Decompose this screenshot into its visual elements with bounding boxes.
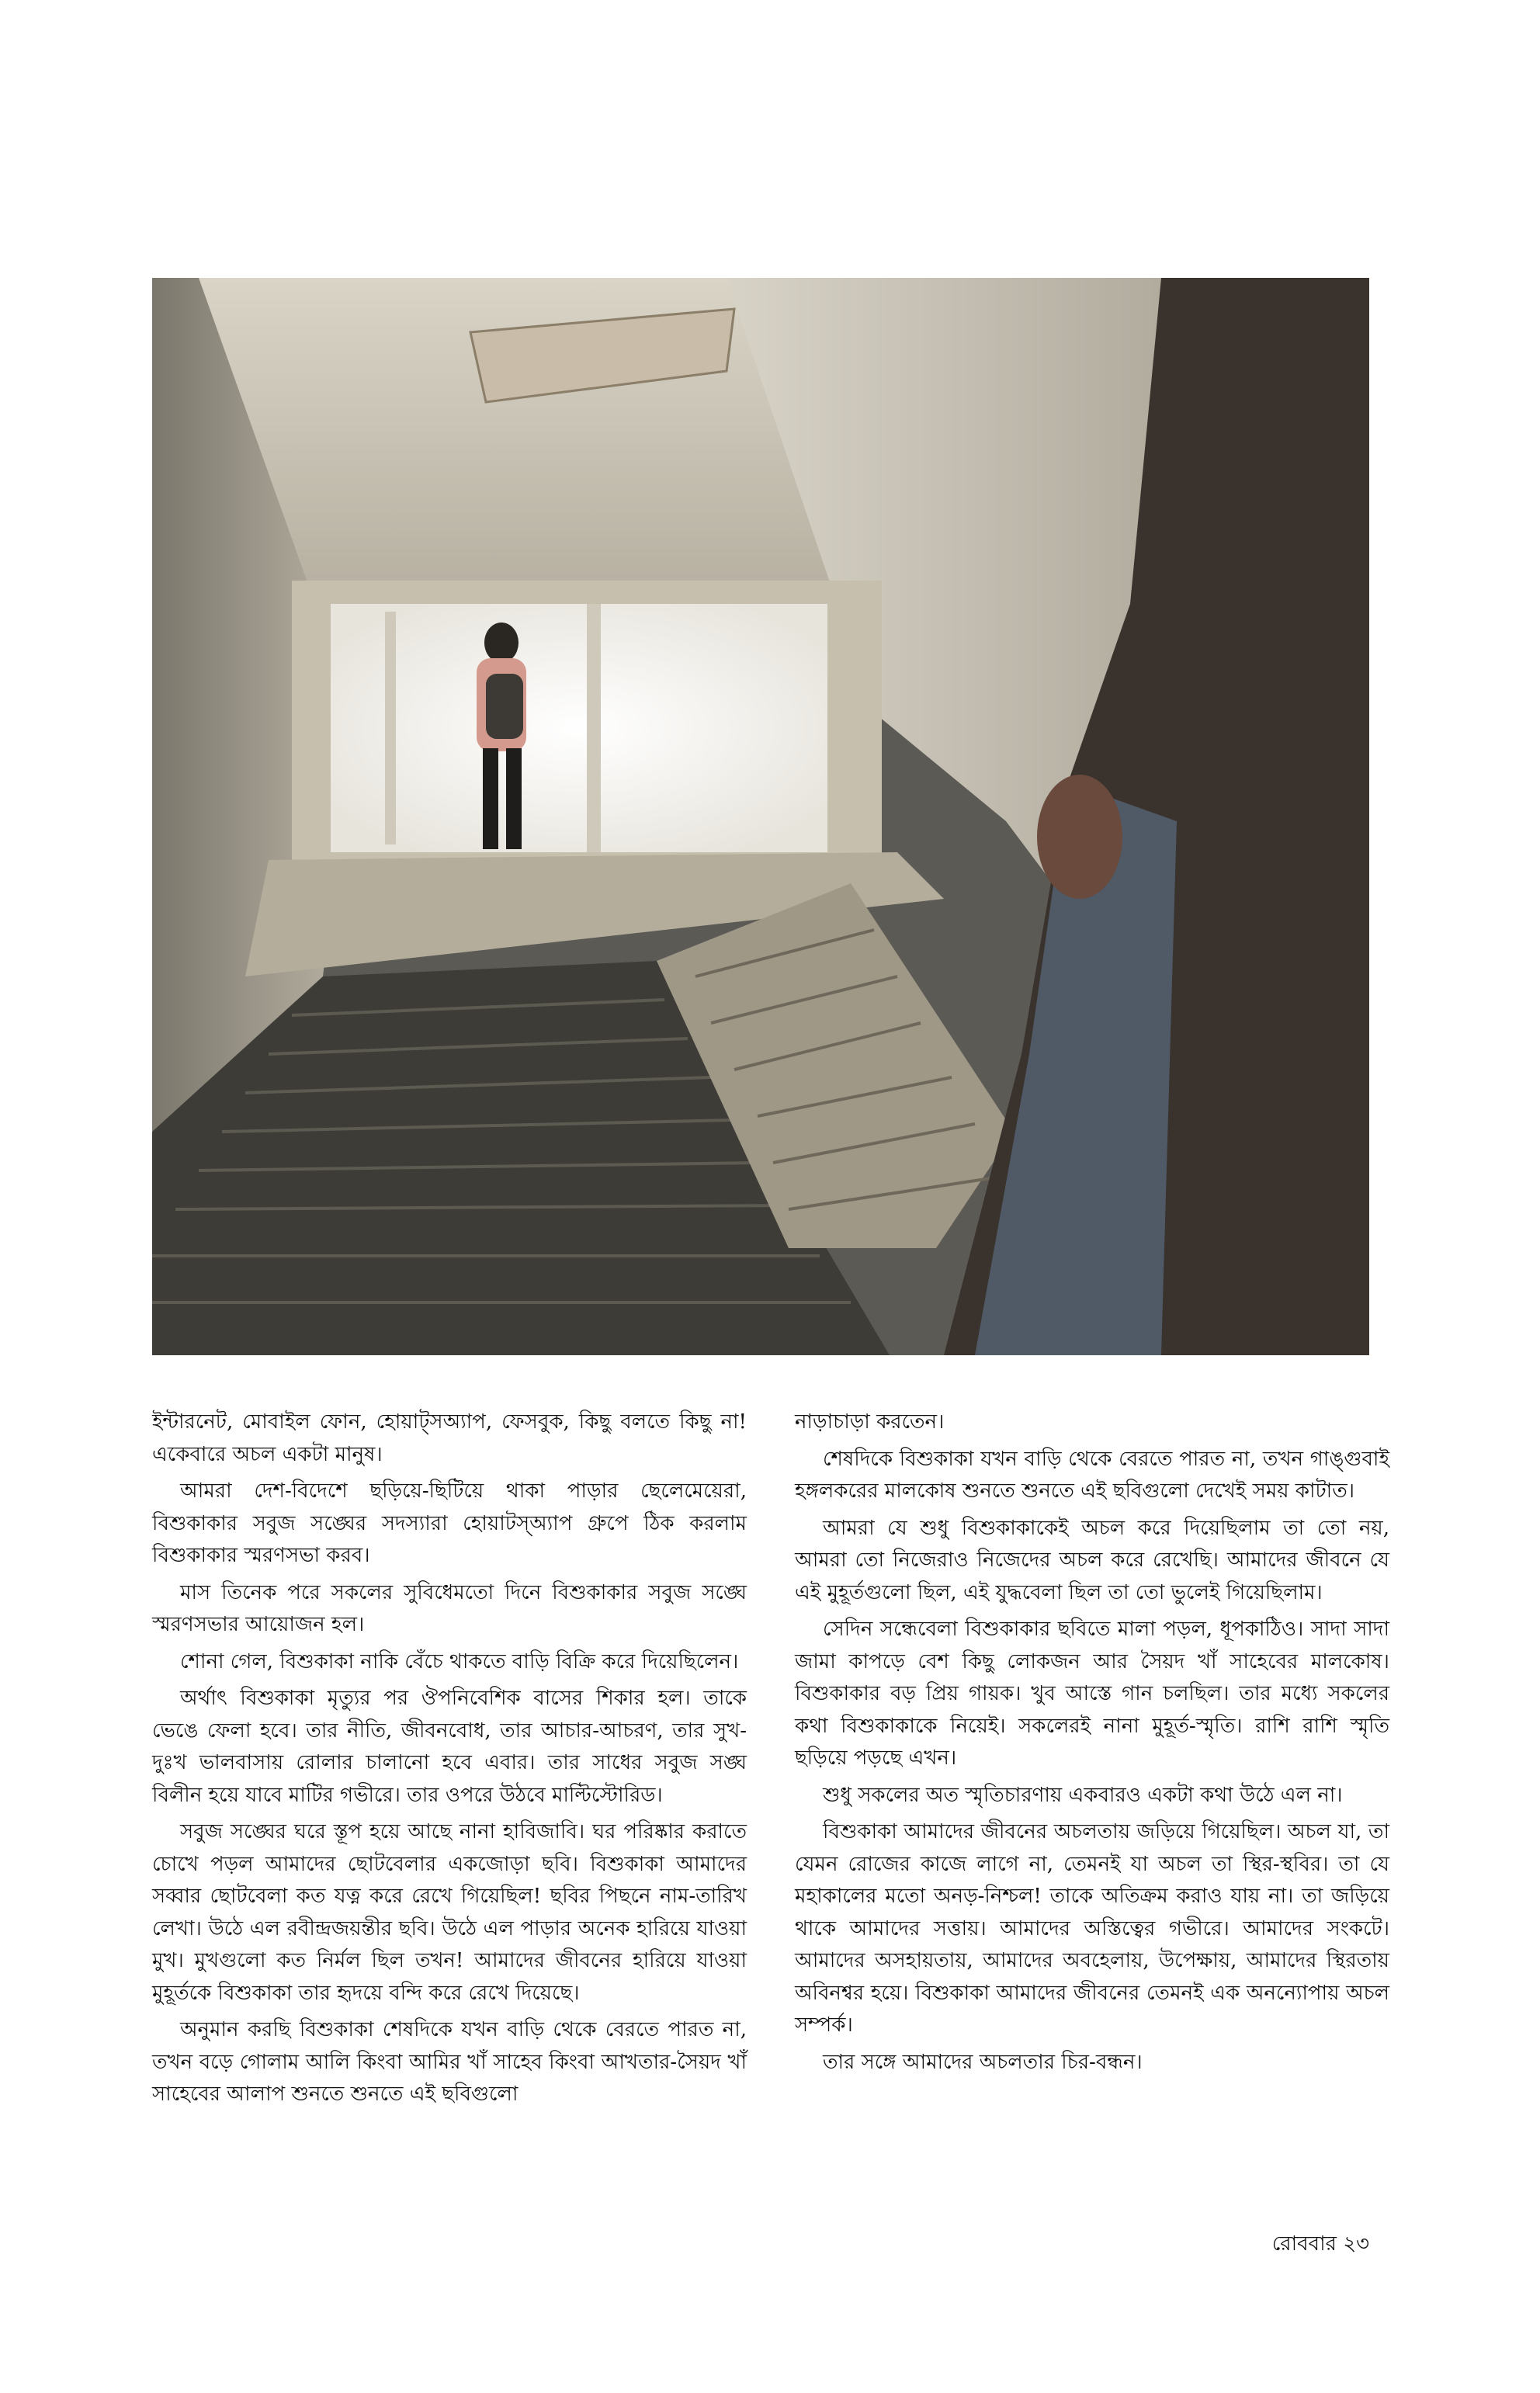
paragraph: আমরা দেশ-বিদেশে ছড়িয়ে-ছিটিয়ে থাকা পাড়ার ছেলেমেয়েরা, বিশুকাকার সবুজ সঙ্ঘের সদস্যারা হোয়াটস্‌অ্যাপ গ্রুপে ঠিক করলাম বিশুকাকার স্মরণসভা করব। <box>152 1479 747 1567</box>
paragraph: নাড়াচাড়া করতেন। <box>795 1410 945 1434</box>
paragraph: সবুজ সঙ্ঘের ঘরে স্তূপ হয়ে আছে নানা হাবিজাবি। ঘর পরিষ্কার করাতে চোখে পড়ল আমাদের ছোটবেলার একজোড়া ছবি। বিশুকাকা আমাদের সব্বার ছোটবেলা কত যত্ন করে রেখে গিয়েছিল! ছবির পিছনে নাম-তারিখ লেখা। উঠে এল রবীন্দ্রজয়ন্তীর ছবি। উঠে এল পাড়ার অনেক হারিয়ে যাওয়া মুখ। মুখগুলো কত নির্মল ছিল তখন! আমাদের জীবনের হারিয়ে যাওয়া মুহূর্তকে বিশুকাকা তার হৃদয়ে বন্দি করে রেখে দিয়েছে। <box>152 1820 747 2005</box>
page-footer-label: রোববার ২৩ <box>1271 2232 1369 2256</box>
article-right-column <box>795 1406 1389 2083</box>
paragraph: আমরা যে শুধু বিশুকাকাকেই অচল করে দিয়েছিলাম তা তো নয়, আমরা তো নিজেরাও নিজেদের অচল করে রেখেছি। আমাদের জীবনে যে এই মুহূর্তগুলো ছিল, এই যুদ্ধবেলা ছিল তা তো ভুলেই গিয়েছিলাম। <box>795 1516 1389 1604</box>
paragraph: অর্থাৎ বিশুকাকা মৃত্যুর পর ঔপনিবেশিক বাসের শিকার হল। তাকে ভেঙে ফেলা হবে। তার নীতি, জীবনবোধ, তার আচার-আচরণ, তার সুখ-দুঃখ ভালবাসায় রোলার চালানো হবে এবার। তার সাধের সবুজ সঙ্ঘ বিলীন হয়ে যাবে মাটির গভীরে। তার ওপরে উঠবে মাল্টিস্টোরিড। <box>152 1687 747 1807</box>
paragraph: শোনা গেল, বিশুকাকা নাকি বেঁচে থাকতে বাড়ি বিক্রি করে দিয়েছিলেন। <box>180 1649 739 1673</box>
paragraph: শেষদিকে বিশুকাকা যখন বাড়ি থেকে বেরতে পারত না, তখন গাঙ্গুবাই হঙ্গলকরের মালকোষ শুনতে শুনতে এই ছবিগুলো দেখেই সময় কাটাত। <box>795 1447 1389 1503</box>
paragraph: ইন্টারনেট, মোবাইল ফোন, হোয়াট্‌সঅ্যাপ, ফেসবুক, কিছু বলতে কিছু না! একেবারে অচল একটা মানুষ। <box>152 1410 747 1466</box>
paragraph: শুধু সকলের অত স্মৃতিচারণায় একবারও একটা কথা উঠে এল না। <box>823 1783 1343 1807</box>
article-left-column <box>152 1406 747 2116</box>
paragraph: তার সঙ্গে আমাদের অচলতার চির-বন্ধন। <box>823 2050 1143 2074</box>
paragraph: সেদিন সন্ধেবেলা বিশুকাকার ছবিতে মালা পড়ল, ধূপকাঠিও। সাদা সাদা জামা কাপড়ে বেশ কিছু লোকজন আর সৈয়দ খাঁ সাহেবের মালকোষ। বিশুকাকার বড় প্রিয় গায়ক। খুব আস্তে গান চলছিল। তার মধ্যে সকলের কথা বিশুকাকাকে নিয়েই। সকলেরই নানা মুহূর্ত-স্মৃতি। রাশি রাশি স্মৃতি ছড়িয়ে পড়ছে এখন। <box>795 1618 1389 1770</box>
paragraph: অনুমান করছি বিশুকাকা শেষদিকে যখন বাড়ি থেকে বেরতে পারত না, তখন বড়ে গোলাম আলি কিংবা আমির খাঁ সাহেব কিংবা আখতার-সৈয়দ খাঁ সাহেবের আলাপ শুনতে শুনতে এই ছবিগুলো <box>152 2018 747 2106</box>
paragraph: বিশুকাকা আমাদের জীবনের অচলতায় জড়িয়ে গিয়েছিল। অচল যা, তা যেমন রোজের কাজে লাগে না, তেমনই যা অচল তা স্থির-স্থবির। তা যে মহাকালের মতো অনড়-নিশ্চল! তাকে অতিক্রম করাও যায় না। তা জড়িয়ে থাকে আমাদের সত্তায়। আমাদের অস্তিত্বের গভীরে। আমাদের সংকটে। আমাদের অসহায়তায়, আমাদের অবহেলায়, উপেক্ষায়, আমাদের স্থিরতায় অবিনশ্বর হয়ে। বিশুকাকা আমাদের জীবনের তেমনই এক অনন্যোপায় অচল সম্পর্ক। <box>795 1820 1389 2037</box>
paragraph: মাস তিনেক পরে সকলের সুবিধেমতো দিনে বিশুকাকার সবুজ সঙ্ঘে স্মরণসভার আয়োজন হল। <box>152 1580 747 1636</box>
staircase-photo <box>152 278 1369 1355</box>
